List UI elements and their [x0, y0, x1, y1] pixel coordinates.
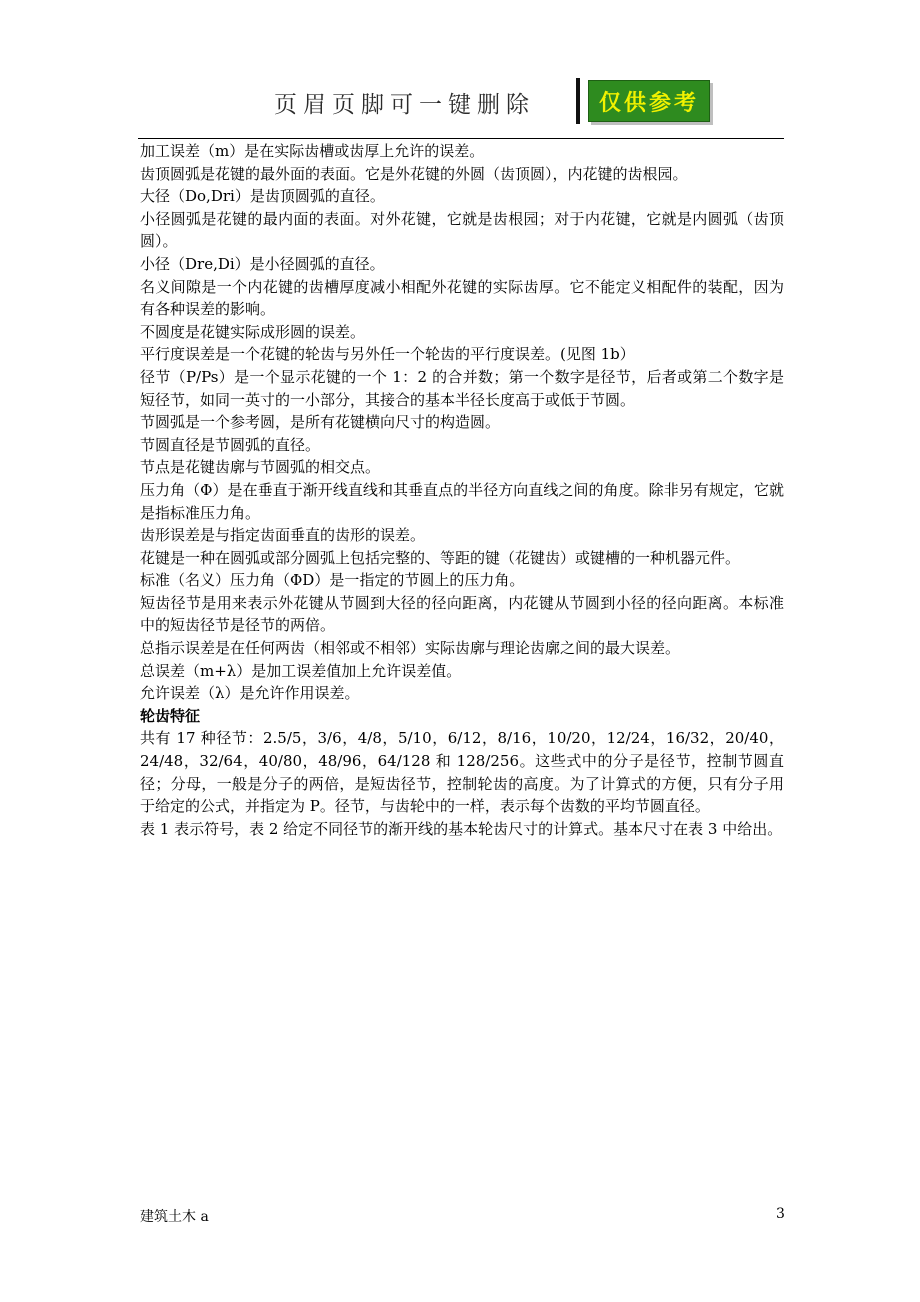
paragraph: 小径圆弧是花键的最内面的表面。对外花键，它就是齿根园；对于内花键，它就是内圆弧（齿顶圆）。	[140, 209, 784, 251]
paragraph: 名义间隙是一个内花键的齿槽厚度减小相配外花键的实际齿厚。它不能定义相配件的装配，因为有各种误差的影响。	[140, 277, 784, 319]
paragraph: 短齿径节是用来表示外花键从节圆到大径的径向距离，内花键从节圆到小径的径向距离。本标准中的短齿径节是径节的两倍。	[140, 593, 784, 635]
paragraph: 花键是一种在圆弧或部分圆弧上包括完整的、等距的键（花键齿）或键槽的一种机器元件。	[140, 548, 741, 567]
paragraph: 允许误差（λ）是允许作用误差。	[140, 684, 360, 703]
paragraph: 平行度误差是一个花键的轮齿与另外任一个轮齿的平行度误差。(见图 1b）	[140, 345, 635, 364]
paragraph: 小径（Dre,Di）是小径圆弧的直径。	[140, 254, 385, 273]
reference-badge	[588, 80, 710, 122]
paragraph: 大径（Do,Dri）是齿顶圆弧的直径。	[140, 187, 385, 206]
document-body	[140, 140, 784, 840]
paragraph: 总误差（m+λ）是加工误差值加上允许误差值。	[140, 661, 462, 680]
reference-badge-label: 仅供参考	[598, 90, 699, 116]
footer-label: 建筑土木 a	[140, 1209, 209, 1225]
header-divider	[576, 78, 580, 124]
page-number: 3	[776, 1206, 785, 1222]
paragraph: 不圆度是花键实际成形圆的误差。	[140, 322, 366, 341]
section-paragraph: 表 1 表示符号，表 2 给定不同径节的渐开线的基本轮齿尺寸的计算式。基本尺寸在表 3 中给出。	[140, 819, 783, 838]
paragraph: 径节（P/Ps）是一个显示花键的一个 1：2 的合并数；第一个数字是径节，后者或第二个数字是短径节，如同一英寸的一小部分，其接合的基本半径长度高于或低于节圆。	[140, 367, 784, 409]
paragraph: 齿形误差是与指定齿面垂直的齿形的误差。	[140, 526, 426, 545]
header-title: 页眉页脚可一键删除	[274, 92, 535, 118]
header-banner	[270, 78, 720, 126]
paragraph: 加工误差（m）是在实际齿槽或齿厚上允许的误差。	[140, 142, 485, 160]
section-heading: 轮齿特征	[140, 706, 201, 725]
section-paragraph: 共有 17 种径节：2.5/5，3/6，4/8，5/10，6/12，8/16，10/20，12/24，16/32，20/40，24/48，32/64，40/80，48/96，64/128 和 128/256。这些式中的分子是径节，控制节圆直径；分母，一般是分子的两倍，是短齿径节，控制轮齿的高度。为了计算式的方便，只有分子用于给定的公式，并指定为 P。径节，与齿轮中的一样，表示每个齿数的平均节圆直径。	[140, 729, 784, 816]
paragraph: 齿顶圆弧是花键的最外面的表面。它是外花键的外圆（齿顶圆），内花键的齿根园。	[140, 164, 688, 183]
paragraph: 标准（名义）压力角（ΦD）是一指定的节圆上的压力角。	[140, 571, 525, 590]
header-rule	[138, 138, 784, 139]
paragraph: 压力角（Φ）是在垂直于渐开线直线和其垂直点的半径方向直线之间的角度。除非另有规定，它就是指标准压力角。	[140, 480, 784, 522]
paragraph: 节点是花键齿廓与节圆弧的相交点。	[140, 458, 381, 477]
paragraph: 节圆直径是节圆弧的直径。	[140, 435, 321, 454]
paragraph: 总指示误差是在任何两齿（相邻或不相邻）实际齿廓与理论齿廓之间的最大误差。	[140, 639, 681, 658]
paragraph: 节圆弧是一个参考圆，是所有花键横向尺寸的构造圆。	[140, 413, 501, 432]
